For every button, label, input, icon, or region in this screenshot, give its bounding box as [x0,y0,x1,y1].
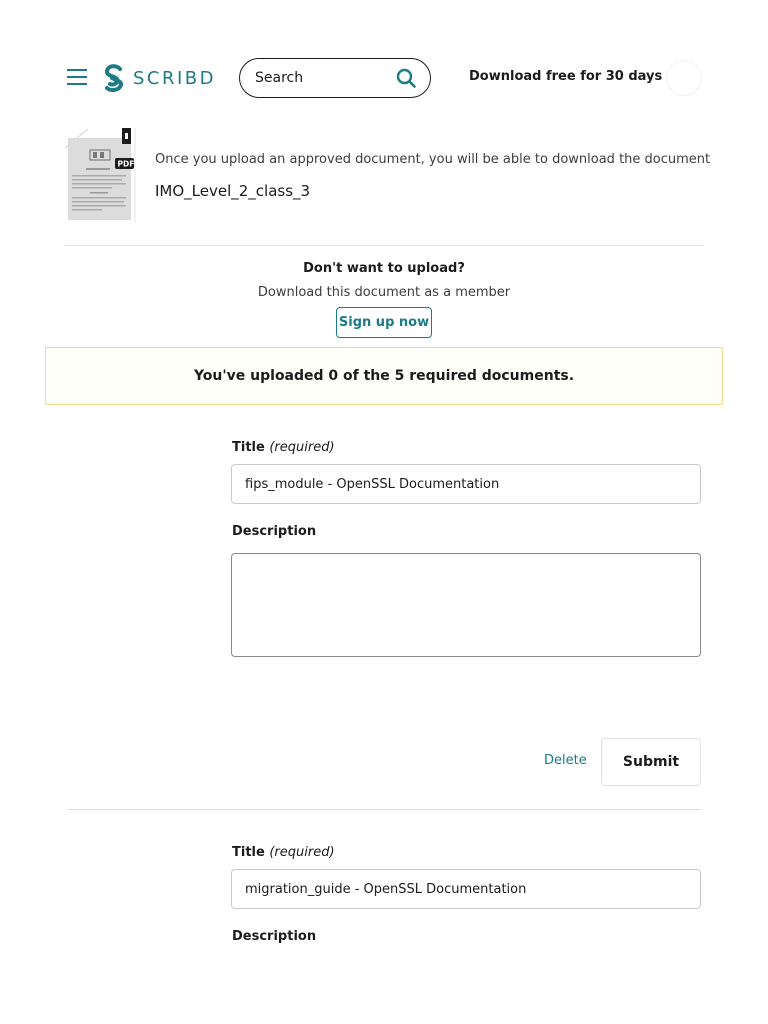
divider [64,245,704,246]
required-marker: (required) [269,845,335,860]
logo-wordmark: SCRIBD [133,67,217,89]
sign-up-button[interactable]: Sign up now [336,307,432,338]
member-download-text: Download this document as a member [257,285,511,300]
delete-button[interactable]: Delete [544,753,587,768]
scribd-logo-icon [103,64,125,92]
hamburger-menu-icon[interactable] [67,69,87,85]
scribd-logo[interactable] [103,63,216,93]
search-bar[interactable] [239,58,431,98]
title-label-text: Title [232,440,265,455]
avatar[interactable] [666,60,702,96]
upload-question: Don't want to upload? [303,261,465,276]
description-input[interactable] [231,553,701,657]
upload-progress-text: You've uploaded 0 of the 5 required documents. [193,368,575,384]
description-label: Description [232,524,317,539]
title-label [232,440,335,455]
download-free-link[interactable]: Download free for 30 days [469,69,663,84]
document-name: IMO_Level_2_class_3 [155,182,311,200]
document-thumbnail-icon [64,128,136,223]
required-marker: (required) [269,440,335,455]
description-label: Description [232,929,317,944]
submit-button[interactable]: Submit [601,738,701,786]
divider [68,809,701,810]
upload-notice: Once you upload an approved document, you will be able to download the document [155,152,711,167]
search-input[interactable] [255,70,375,86]
upload-progress-banner [45,347,723,405]
pdf-badge: PDF [117,159,135,169]
title-label [232,845,335,860]
title-input[interactable] [231,464,701,504]
search-icon[interactable] [396,68,416,88]
title-label-text: Title [232,845,265,860]
title-input[interactable] [231,869,701,909]
